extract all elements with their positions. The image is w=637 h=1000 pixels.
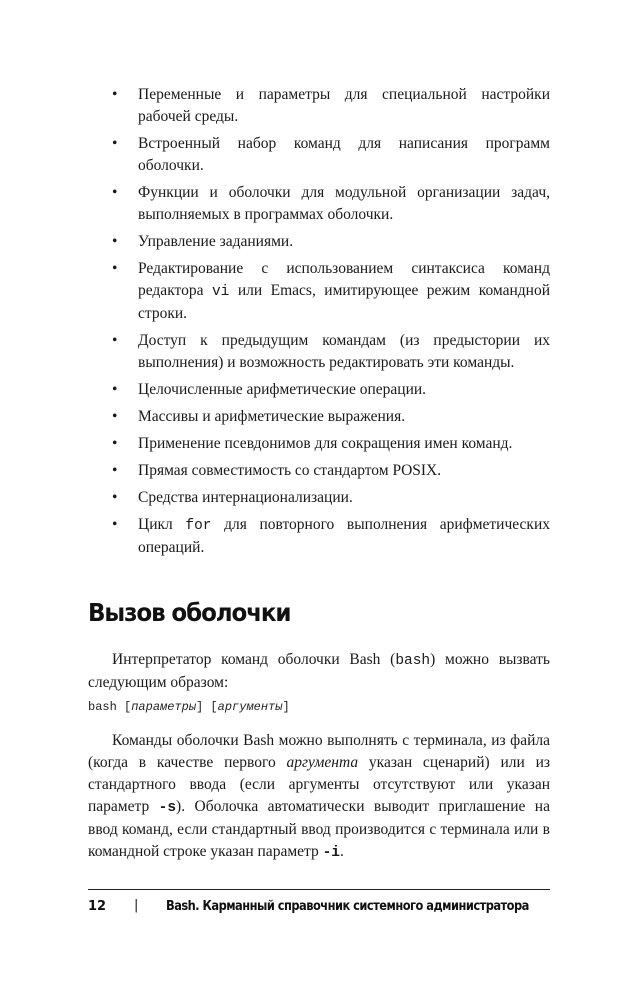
option-code: -s	[158, 800, 177, 816]
list-item: • Средства интернационализации.	[112, 487, 550, 509]
list-item: • Целочисленные арифметические операции.	[112, 379, 550, 401]
list-item: • Доступ к предыдущим командам (из предыстории их выполнения) и возможность редактировать эти команды.	[112, 330, 550, 374]
feature-list	[112, 84, 550, 564]
section-heading: Вызов оболочки	[88, 598, 291, 627]
footer-separator: |	[134, 898, 139, 913]
page-number: 12	[88, 899, 107, 914]
footer-rule	[88, 889, 550, 890]
syntax-line: bash [параметры] [аргументы]	[88, 700, 290, 714]
list-item: • Переменные и параметры для специальной настройки рабочей среды.	[112, 84, 550, 128]
emphasis: аргумента	[286, 754, 359, 771]
list-item: • Прямая совместимость со стандартом POSIX.	[112, 460, 550, 482]
list-item: • Управление заданиями.	[112, 231, 550, 253]
list-item: • Функции и оболочки для модульной организации задач, выполняемых в программах оболочки.	[112, 182, 550, 226]
list-item: • Редактирование с использованием синтаксиса команд редактора vi или Emacs, имитирующее режим командной строки.	[112, 258, 550, 325]
book-title: Bash. Карманный справочник системного администратора	[166, 899, 529, 914]
body-paragraph: Команды оболочки Bash можно выполнять с терминала, из файла (когда в качестве первого аргумента указан сценарий) или из стандартного ввода (если аргументы отсутствуют или указан параметр -s). Оболочка автоматически выводит приглашение на ввод команд, если стандартный ввод производится с терминала или в командной строке указан параметр -i.	[88, 732, 550, 861]
list-item: • Цикл for для повторного выполнения арифметических операций.	[112, 514, 550, 559]
option-code: -i	[322, 845, 341, 861]
inline-code: bash	[395, 653, 431, 669]
list-item: • Применение псевдонимов для сокращения имен команд.	[112, 433, 550, 455]
list-item: • Массивы и арифметические выражения.	[112, 406, 550, 428]
intro-paragraph: Интерпретатор команд оболочки Bash (bash) можно вызвать следующим образом:	[88, 651, 550, 691]
inline-code: for	[185, 518, 212, 534]
list-item: • Встроенный набор команд для написания программ оболочки.	[112, 133, 550, 177]
inline-code: vi	[211, 284, 230, 300]
